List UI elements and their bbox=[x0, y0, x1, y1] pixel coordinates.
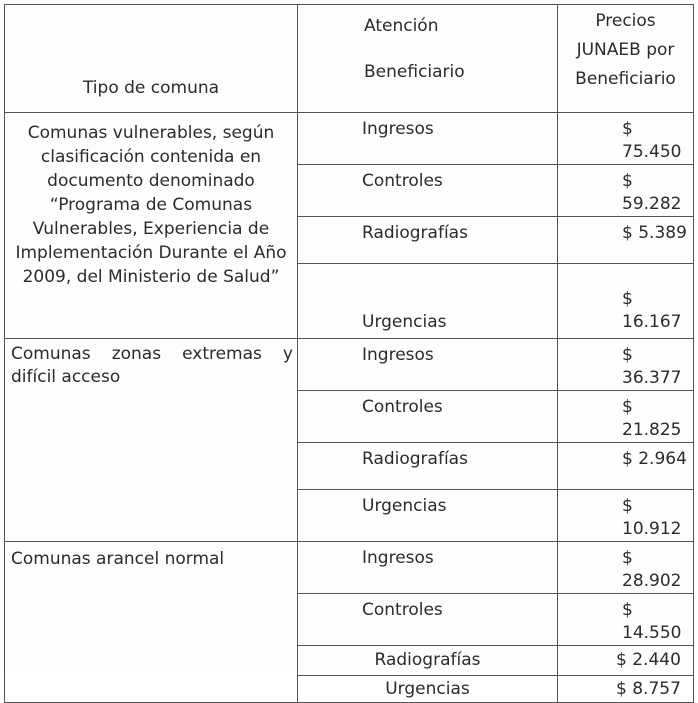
table-row bbox=[5, 113, 694, 165]
precio-cell: $ 75.450 bbox=[558, 113, 694, 165]
precio-cell: $ 21.825 bbox=[558, 391, 694, 443]
precio-cell: $ 2.964 bbox=[558, 443, 694, 490]
tipo-comunas-vulnerables: Comunas vulnerables, según clasificación contenida en documento denominado “Programa de Comunas Vulnerables, Experiencia de Implementación Durante el Año 2009, del Ministerio de Salud” bbox=[5, 113, 298, 339]
precio-cell: $ 5.389 bbox=[558, 217, 694, 264]
atencion-cell: Controles bbox=[298, 165, 558, 217]
header-precios-line1: Precios bbox=[595, 11, 656, 31]
atencion-cell: Radiografías bbox=[298, 217, 558, 264]
atencion-cell: Urgencias bbox=[298, 490, 558, 542]
atencion-cell: Ingresos bbox=[298, 339, 558, 391]
header-atencion-line1: Atención bbox=[364, 16, 439, 36]
atencion-cell: Ingresos bbox=[298, 542, 558, 594]
tipo-comunas-zonas-extremas-line2: difícil acceso bbox=[11, 367, 121, 387]
atencion-cell: Controles bbox=[298, 391, 558, 443]
atencion-cell: Radiografías bbox=[298, 646, 558, 676]
table-row bbox=[5, 542, 694, 594]
header-precios-junaeb bbox=[558, 5, 694, 113]
atencion-cell: Urgencias bbox=[298, 264, 558, 339]
header-row bbox=[5, 5, 694, 113]
header-precios-line2: JUNAEB por bbox=[576, 40, 675, 60]
precio-cell: $ 14.550 bbox=[558, 594, 694, 646]
table-row bbox=[5, 339, 694, 391]
precio-cell: $ 8.757 bbox=[558, 676, 694, 703]
atencion-cell: Controles bbox=[298, 594, 558, 646]
pricing-table bbox=[4, 4, 694, 703]
precio-cell: $ 10.912 bbox=[558, 490, 694, 542]
precio-cell: $ 2.440 bbox=[558, 646, 694, 676]
tipo-comunas-zonas-extremas-line1: Comunas zonas extremas y bbox=[11, 344, 293, 364]
precio-cell: $ 28.902 bbox=[558, 542, 694, 594]
precio-cell: $ 36.377 bbox=[558, 339, 694, 391]
precio-cell: $ 59.282 bbox=[558, 165, 694, 217]
atencion-cell: Radiografías bbox=[298, 443, 558, 490]
header-atencion-line2: Beneficiario bbox=[364, 62, 465, 82]
atencion-cell: Ingresos bbox=[298, 113, 558, 165]
precio-cell: $ 16.167 bbox=[558, 264, 694, 339]
atencion-cell: Urgencias bbox=[298, 676, 558, 703]
tipo-comunas-arancel-normal: Comunas arancel normal bbox=[5, 542, 298, 703]
header-precios-line3: Beneficiario bbox=[575, 69, 676, 89]
header-tipo-comuna: Tipo de comuna bbox=[5, 5, 298, 113]
header-atencion-beneficiario bbox=[298, 5, 558, 113]
tipo-comunas-zonas-extremas bbox=[5, 339, 298, 542]
